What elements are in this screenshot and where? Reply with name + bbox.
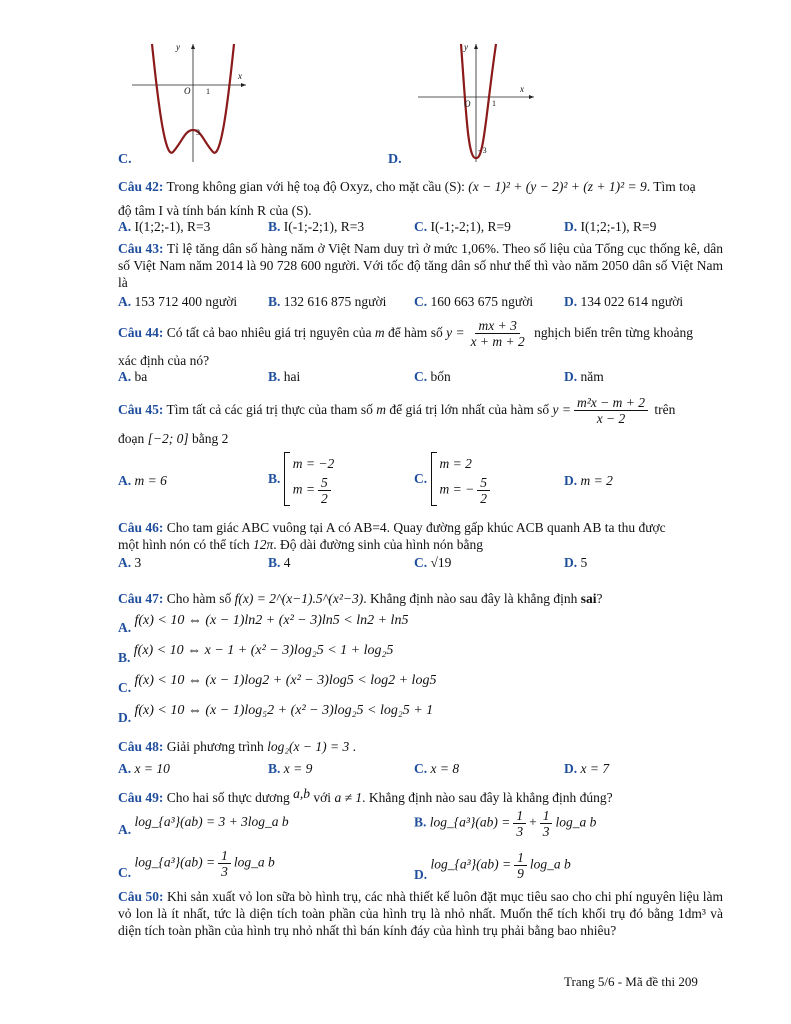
q43-option-d[interactable]: D. 134 022 614 người [564, 294, 684, 309]
q44-var: m [374, 325, 385, 340]
q42-option-b[interactable]: B. I(-1;-2;1), R=3 [268, 219, 365, 234]
q49-number: Câu 49: [118, 790, 164, 805]
q45-option-c[interactable]: C. m = 2 m = − $\frac{5}{2}$ [414, 452, 493, 506]
q47-option-d[interactable]: D. f(x) < 10 ⇔ (x − 1)log₅2 + (x² − 3)log₂5 < log₂5 + 1 [118, 703, 434, 725]
q45-stem [118, 393, 723, 427]
q45-lhs: y = [552, 402, 571, 417]
q48-option-c[interactable]: C. x = 8 [414, 761, 460, 776]
q46-number: Câu 46: [118, 520, 164, 535]
q42-text: Trong không gian với hệ toạ độ Oxyz, cho mặt cầu (S): [166, 179, 469, 194]
q47-text: Cho hàm số [166, 591, 232, 606]
q49-stem [118, 786, 723, 806]
q44-stem [118, 318, 723, 349]
q48-number: Câu 48: [118, 739, 164, 754]
q42-option-a[interactable]: A. I(1;2;-1), R=3 [118, 219, 211, 234]
q43-option-c[interactable]: C. 160 663 675 người [414, 294, 534, 309]
q50-text: Khi sản xuất vỏ lon sữa bò hình trụ, các nhà thiết kế luôn đặt mục tiêu sao cho chi phí nguyên liệu làm vỏ lon là ít nhất, tức là diện tích toàn phần của hình trụ là nhỏ nhất. Muốn thể tích khối trụ đó bằng 1dm³ và diện tích toàn phần của hình trụ nhỏ nhất thì bán kính đáy của hình trụ phải bằng bao nhiêu? [118, 889, 723, 938]
q44-option-d[interactable]: D. năm [564, 369, 604, 384]
q42-stem-2: độ tâm I và tính bán kính R của (S). [118, 203, 312, 218]
graph-d-y-label: y [464, 42, 468, 52]
graph-d-tick-y: - 3 [478, 146, 487, 155]
q47-text-2: . Khẳng định nào sau đây là khẳng định [363, 591, 578, 606]
q43-option-a[interactable]: A. 153 712 400 người [118, 294, 238, 309]
q49-options [118, 808, 718, 884]
q46-option-a[interactable]: A. 3 [118, 555, 142, 570]
q50-stem [118, 888, 723, 939]
q44-option-a[interactable]: A. ba [118, 369, 148, 384]
q44-option-b[interactable]: B. hai [268, 369, 301, 384]
q45-var: m [376, 402, 387, 417]
q44-text: Có tất cả bao nhiêu giá trị nguyên của [166, 325, 372, 340]
q46-volume: 12π [252, 537, 274, 552]
q45-options [118, 452, 718, 514]
q43-number: Câu 43: [118, 241, 164, 256]
q43-option-b[interactable]: B. 132 616 875 người [268, 294, 387, 309]
q46-stem-2 [118, 536, 723, 553]
page-footer: Trang 5/6 - Mã đề thi 209 [564, 974, 698, 989]
q42-formula: (x − 1)² + (y − 2)² + (z + 1)² = 9 [468, 179, 647, 194]
q47-number: Câu 47: [118, 591, 164, 606]
q49-vars: a,b [293, 786, 311, 801]
q47-option-b[interactable]: B. f(x) < 10 ⇔ x − 1 + (x² − 3)log₂5 < 1 + log₂5 [118, 643, 394, 665]
q45-text-3: trên [654, 402, 676, 417]
q44-lhs: y = [446, 325, 465, 340]
q46-text-3: . Độ dài đường sinh của hình nón bằng [273, 537, 484, 552]
q46-stem [118, 519, 723, 536]
q47-option-a[interactable]: A. f(x) < 10 ⇔ (x − 1)ln2 + (x² − 3)ln5 < ln2 + ln5 [118, 613, 409, 635]
q47-stem [118, 590, 723, 607]
q49-option-d[interactable]: D. log_{a³}(ab) = $\frac{1}{9}$ log_a b [414, 850, 571, 882]
q46-option-d[interactable]: D. 5 [564, 555, 588, 570]
q47-options [118, 612, 718, 732]
q49-condition: a ≠ 1 [334, 790, 363, 805]
q45-stem-2 [118, 430, 723, 447]
graph-d [388, 42, 538, 167]
q49-text-3: . Khẳng định nào sau đây là khẳng định đúng? [362, 790, 613, 805]
q45-option-b[interactable]: B. m = −2 m = $\frac{5}{2}$ [268, 452, 334, 506]
graph-c [118, 42, 248, 167]
graph-c-y-label: y [176, 42, 180, 52]
q44-option-c[interactable]: C. bốn [414, 369, 451, 384]
q48-option-b[interactable]: B. x = 9 [268, 761, 313, 776]
q49-option-a[interactable]: A. log_{a³}(ab) = 3 + 3log_a b [118, 814, 289, 837]
q45-fraction: $\frac{\text{m²x − m + 2}}{x - 2}$ [574, 395, 648, 426]
q48-option-a[interactable]: A. x = 10 [118, 761, 170, 776]
q49-option-b[interactable]: B. log_{a³}(ab) = $\frac{1}{3}$ + $\frac{1}{3}$ log_a b [414, 808, 597, 839]
q47-text-3: ? [596, 591, 603, 606]
q45-text-5: bằng 2 [192, 431, 229, 446]
q42-option-d[interactable]: D. I(1;2;-1), R=9 [564, 219, 657, 234]
q43-text: Tỉ lệ tăng dân số hàng năm ở Việt Nam duy trì ở mức 1,06%. Theo số liệu của Tổng cục thống kê, dân số Việt Nam năm 2014 là 90 728 600 người. Với tốc độ tăng dân số như thế thì vào năm 2050 dân số Việt Nam là [118, 241, 723, 290]
q49-text: Cho hai số thực dương [166, 790, 290, 805]
q50-number: Câu 50: [118, 889, 164, 904]
q44-number: Câu 44: [118, 325, 164, 340]
q42-text-end: . Tìm toạ [646, 179, 696, 194]
q42-number: Câu 42: [118, 179, 164, 194]
q47-function: f(x) = 2^(x−1).5^(x²−3) [234, 591, 364, 606]
q45-option-d[interactable]: D. m = 2 [564, 473, 613, 488]
q49-text-2: với [313, 790, 332, 805]
graph-d-label: D. [388, 152, 402, 167]
graph-d-plot [416, 42, 536, 164]
graph-c-label: C. [118, 152, 132, 167]
q46-text-2: một hình nón có thể tích [118, 537, 250, 552]
graph-c-x-label: x [238, 71, 242, 81]
q44-fraction: $\frac{mx + 3}{x + m + 2}$ [470, 318, 525, 350]
q47-keyword: sai [580, 591, 597, 606]
q44-stem-2: xác định của nó? [118, 353, 210, 368]
q48-equation: log₂(x − 1) = 3 [267, 739, 350, 754]
q42-option-c[interactable]: C. I(-1;-2;1), R=9 [414, 219, 511, 234]
q44-text-3: nghịch biến trên từng khoảng [534, 325, 693, 340]
q44-text-2: để hàm số [387, 325, 443, 340]
q46-text: Cho tam giác ABC vuông tại A có AB=4. Quay đường gấp khúc ACB quanh AB ta thu được [166, 520, 666, 535]
q45-text: Tìm tất cả các giá trị thực của tham số [166, 402, 373, 417]
q48-stem [118, 738, 723, 755]
graph-d-origin: O [464, 99, 471, 109]
q48-option-d[interactable]: D. x = 7 [564, 761, 610, 776]
graph-d-tick-x: 1 [492, 99, 496, 108]
graph-c-plot [130, 42, 248, 164]
q49-option-c[interactable]: C. log_{a³}(ab) = $\frac{1}{3}$ log_a b [118, 848, 275, 880]
q45-interval: [−2; 0] [147, 431, 189, 446]
q45-text-4: đoạn [118, 431, 145, 446]
q42-stem [118, 178, 723, 195]
q47-option-c[interactable]: C. f(x) < 10 ⇔ (x − 1)log2 + (x² − 3)log5 < log2 + log5 [118, 673, 437, 695]
q45-text-2: để giá trị lớn nhất của hàm số [389, 402, 550, 417]
q43-stem [118, 240, 723, 291]
q45-number: Câu 45: [118, 402, 164, 417]
graph-d-x-label: x [520, 84, 524, 94]
graph-c-tick-y: 3 [196, 128, 200, 137]
q48-text: Giải phương trình [166, 739, 264, 754]
q46-option-b[interactable]: B. 4 [268, 555, 291, 570]
graph-c-origin: O [184, 86, 191, 96]
graph-c-tick-x: 1 [206, 87, 210, 96]
q45-option-a[interactable]: A. m = 6 [118, 473, 167, 488]
q46-option-c[interactable]: C. √19 [414, 555, 452, 570]
q48-text-2: . [352, 739, 356, 754]
